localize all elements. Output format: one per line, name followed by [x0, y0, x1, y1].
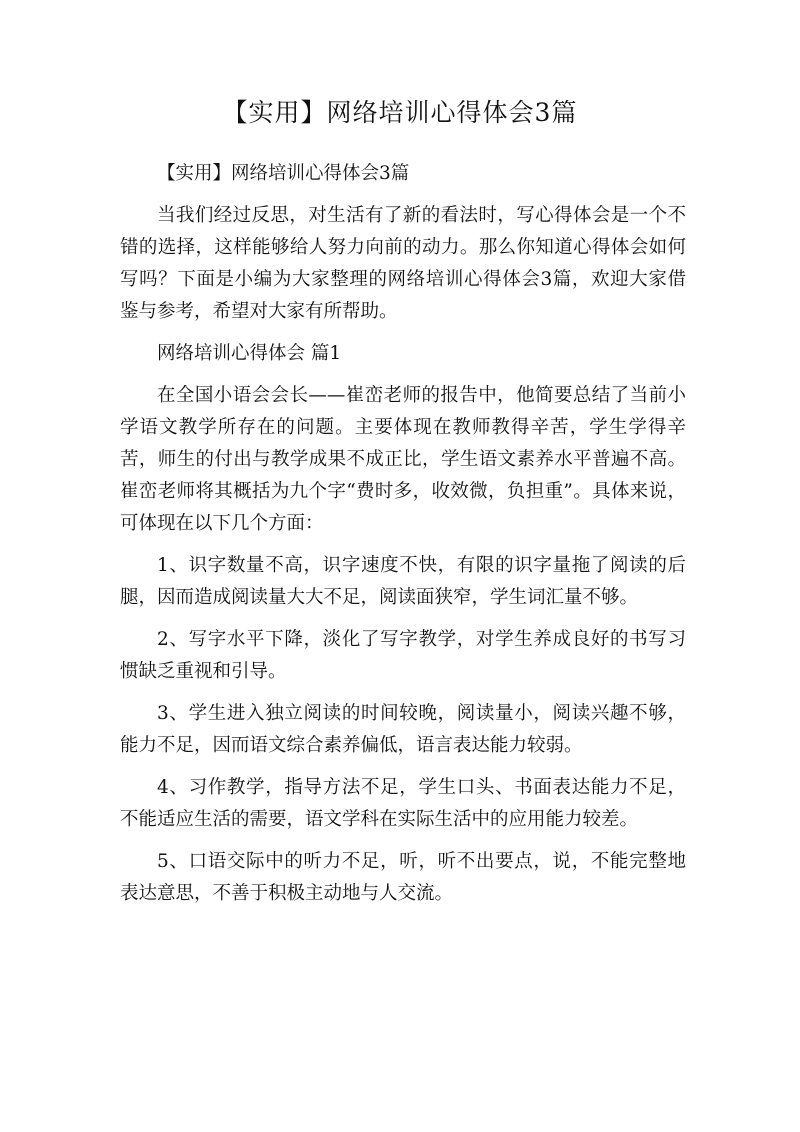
point-paragraph-2: 2、写字水平下降，淡化了写字教学，对学生养成良好的书写习惯缺乏重视和引导。 [120, 629, 686, 682]
point-paragraph-5: 5、口语交际中的听力不足，听，听不出要点，说，不能完整地表达意思，不善于积极主动地与人交流。 [120, 851, 686, 904]
document-title: 【实用】网络培训心得体会3篇 [222, 98, 578, 127]
section-heading: 网络培训心得体会 篇1 [157, 343, 342, 364]
point-paragraph-3: 3、学生进入独立阅读的时间较晚，阅读量小，阅读兴趣不够，能力不足，因而语文综合素养偏低，语言表达能力较弱。 [120, 703, 686, 756]
intro-paragraph: 当我们经过反思，对生活有了新的看法时，写心得体会是一个不错的选择，这样能够给人努力向前的动力。那么你知道心得体会如何写吗？下面是小编为大家整理的网络培训心得体会3篇，欢迎大家借鉴与参考，希望对大家有所帮助。 [120, 205, 686, 322]
section-intro-paragraph: 在全国小语会会长——崔峦老师的报告中，他简要总结了当前小学语文教学所存在的问题。主要体现在教师教得辛苦，学生学得辛苦，师生的付出与教学成果不成正比，学生语文素养水平普遍不高。崔峦老师将其概括为九个字“费时多，收效微，负担重”。具体来说，可体现在以下几个方面： [120, 385, 686, 534]
point-paragraph-4: 4、习作教学，指导方法不足，学生口头、书面表达能力不足，不能适应生活的需要，语文学科在实际生活中的应用能力较差。 [120, 777, 686, 830]
document-subtitle: 【实用】网络培训心得体会3篇 [157, 163, 410, 184]
point-paragraph-1: 1、识字数量不高，识字速度不快，有限的识字量拖了阅读的后腿，因而造成阅读量大大不足，阅读面狭窄，学生词汇量不够。 [120, 555, 686, 608]
document-body [120, 158, 686, 920]
